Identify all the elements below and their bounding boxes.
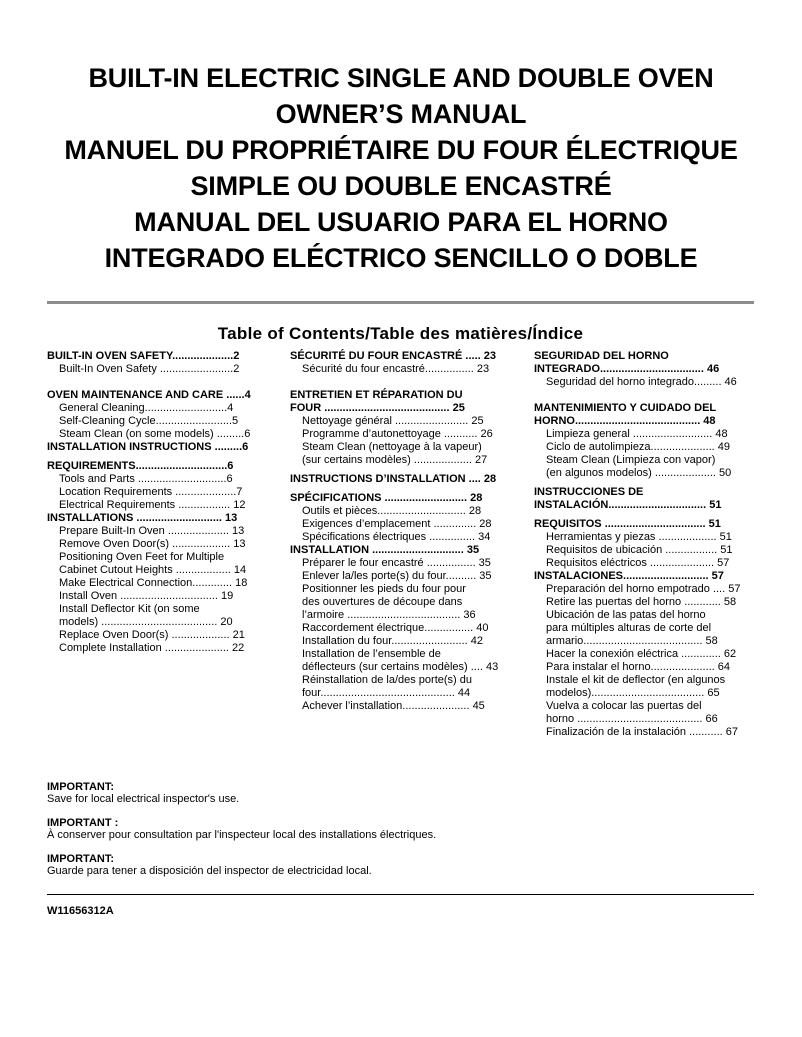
toc-entry[interactable]: Prepare Built-In Oven .................... 13	[59, 525, 245, 537]
toc-entry[interactable]: Réinstallation de la/des porte(s) du	[302, 674, 472, 686]
toc-entry[interactable]: Preparación del horno empotrado .... 57	[546, 583, 741, 595]
toc-entry[interactable]: Spécifications électriques ............... 34	[302, 531, 491, 543]
important-notes	[47, 781, 754, 889]
note-text: Save for local electrical inspector's use.	[47, 793, 240, 805]
footer-divider	[47, 894, 754, 895]
toc-entry[interactable]: Préparer le four encastré ................ 35	[302, 557, 491, 569]
toc-section[interactable]: INSTRUCTIONS D’INSTALLATION .... 28	[290, 473, 497, 485]
toc-entry[interactable]: Instale el kit de deflector (en algunos	[546, 674, 726, 686]
toc-section[interactable]: INSTRUCCIONES DE	[534, 486, 644, 498]
title-line: OWNER’S MANUAL	[275, 99, 527, 129]
toc-section[interactable]: INTEGRADO.................................. 46	[534, 363, 720, 375]
toc-entry[interactable]: Hacer la conexión eléctrica ............. 62	[546, 648, 737, 660]
toc-entry[interactable]: Outils et pièces............................. 28	[302, 505, 482, 517]
note-label: IMPORTANT:	[47, 853, 115, 865]
toc-entry[interactable]: Positionner les pieds du four pour	[302, 583, 466, 595]
note-english	[47, 781, 754, 805]
note-french	[47, 817, 754, 841]
document-number: W11656312A	[47, 905, 114, 917]
toc-entry[interactable]: Requisitos eléctricos ..................... 57	[546, 557, 730, 569]
toc-section[interactable]: INSTALACIONES............................ 57	[534, 570, 724, 582]
toc-entry[interactable]: Programme d’autonettoyage ........... 26	[302, 428, 493, 440]
toc-entry[interactable]: Sécurité du four encastré................ 23	[302, 363, 490, 375]
toc-entry[interactable]: Steam Clean (Limpieza con vapor)	[546, 454, 716, 466]
title-line: SIMPLE OU DOUBLE ENCASTRÉ	[190, 171, 612, 201]
divider	[47, 301, 754, 304]
toc-entry[interactable]: Enlever la/les porte(s) du four.......... 35	[302, 570, 492, 582]
toc-entry[interactable]: Steam Clean (on some models) .........6	[59, 428, 251, 440]
title-line: MANUEL DU PROPRIÉTAIRE DU FOUR ÉLECTRIQUE	[64, 135, 738, 165]
note-text: Guarde para tener a disposición del inspector de electricidad local.	[47, 865, 372, 877]
toc-entry[interactable]: Nettoyage général ........................ 25	[302, 415, 484, 427]
title-line: MANUAL DEL USUARIO PARA EL HORNO	[134, 207, 668, 237]
toc-entry[interactable]: Install Deflector Kit (on some	[59, 603, 200, 615]
toc-entry[interactable]: Requisitos de ubicación ................. 51	[546, 544, 733, 556]
toc-entry[interactable]: Raccordement électrique................ 40	[302, 622, 489, 634]
toc-entry[interactable]: Remove Oven Door(s) ................... 13	[59, 538, 246, 550]
toc-heading: Table of Contents/Table des matières/Índice	[217, 324, 584, 343]
toc-entry[interactable]: Finalización de la instalación ........... 67	[546, 726, 738, 738]
note-label: IMPORTANT:	[47, 781, 115, 793]
toc-entry[interactable]: Self-Cleaning Cycle.........................5	[59, 415, 239, 427]
note-label: IMPORTANT :	[47, 817, 119, 829]
toc-entry[interactable]: Positioning Oven Feet for Multiple	[59, 551, 225, 563]
toc-entry[interactable]: para múltiples alturas de corte del	[546, 622, 712, 634]
toc-entry[interactable]: Exigences d’emplacement .............. 28	[302, 518, 492, 530]
toc-entry[interactable]: four............................................ 44	[302, 687, 471, 699]
note-spanish	[47, 853, 754, 877]
toc-section[interactable]: REQUISITOS ................................. 51	[534, 518, 721, 530]
toc-column-french	[290, 350, 532, 713]
toc-column-english	[47, 350, 287, 655]
toc-entry[interactable]: Ubicación de las patas del horno	[546, 609, 706, 621]
toc-entry[interactable]: models) ...................................... 20	[59, 616, 233, 628]
title-line: BUILT-IN ELECTRIC SINGLE AND DOUBLE OVEN	[88, 63, 714, 93]
toc-entry[interactable]: Make Electrical Connection............. 18	[59, 577, 248, 589]
toc-entry[interactable]: Retire las puertas del horno ............ 58	[546, 596, 737, 608]
toc-entry[interactable]: Cabinet Cutout Heights .................. 14	[59, 564, 247, 576]
toc-entry[interactable]: (sur certains modèles) ................... 27	[302, 454, 488, 466]
toc-column-spanish	[534, 350, 774, 739]
toc-entry[interactable]: General Cleaning...........................4	[59, 402, 234, 414]
toc-entry[interactable]: Para instalar el horno..................... 64	[546, 661, 731, 673]
toc-entry[interactable]: Electrical Requirements ................. 12	[59, 499, 246, 511]
toc-entry[interactable]: Tools and Parts .............................6	[59, 473, 233, 485]
toc-entry[interactable]: modelos)..................................... 65	[546, 687, 720, 699]
toc-section[interactable]: FOUR ......................................... 25	[290, 402, 465, 414]
toc-entry[interactable]: Ciclo de autolimpieza..................... 49	[546, 441, 731, 453]
toc-entry[interactable]: déflecteurs (sur certains modèles) .... 43	[302, 661, 499, 673]
manual-title	[40, 60, 762, 276]
toc-section[interactable]: REQUIREMENTS..............................6	[47, 460, 234, 472]
toc-section[interactable]: SPÉCIFICATIONS ........................... 28	[290, 492, 483, 504]
toc-entry[interactable]: Built-In Oven Safety ........................2	[59, 363, 240, 375]
toc-section[interactable]: INSTALLATIONS ............................ 13	[47, 512, 238, 524]
toc-entry[interactable]: Location Requirements ....................7	[59, 486, 243, 498]
toc-section[interactable]: MANTENIMIENTO Y CUIDADO DEL	[534, 402, 717, 414]
toc-entry[interactable]: Herramientas y piezas ................... 51	[546, 531, 732, 543]
toc-entry[interactable]: (en algunos modelos) .................... 50	[546, 467, 732, 479]
toc-section[interactable]: INSTALLATION .............................. 35	[290, 544, 480, 556]
toc-entry[interactable]: l’armoire ..................................... 36	[302, 609, 476, 621]
toc-entry[interactable]: Installation du four......................... 42	[302, 635, 483, 647]
toc-entry[interactable]: Steam Clean (nettoyage à la vapeur)	[302, 441, 482, 453]
toc-section[interactable]: ENTRETIEN ET RÉPARATION DU	[290, 389, 463, 401]
toc-entry[interactable]: horno ......................................... 66	[546, 713, 718, 725]
toc-entry[interactable]: des ouvertures de découpe dans	[302, 596, 463, 608]
toc-entry[interactable]: Replace Oven Door(s) ................... 21	[59, 629, 245, 641]
toc-entry[interactable]: armario....................................... 58	[546, 635, 718, 647]
toc-section[interactable]: SÉCURITÉ DU FOUR ENCASTRÉ ..... 23	[290, 350, 496, 362]
note-text: À conserver pour consultation par l'inspecteur local des installations électriques.	[47, 829, 437, 841]
toc-section[interactable]: BUILT-IN OVEN SAFETY....................2	[47, 350, 240, 362]
toc-entry[interactable]: Install Oven ................................ 19	[59, 590, 234, 602]
toc-section[interactable]: SEGURIDAD DEL HORNO	[534, 350, 669, 362]
toc-entry[interactable]: Complete Installation ..................... 22	[59, 642, 245, 654]
toc-entry[interactable]: Seguridad del horno integrado......... 46	[546, 376, 737, 388]
toc-section[interactable]: INSTALACIÓN................................ 51	[534, 499, 722, 511]
toc-section[interactable]: INSTALLATION INSTRUCTIONS .........6	[47, 441, 249, 453]
toc-entry[interactable]: Achever l’installation...................... 45	[302, 700, 485, 712]
toc-section[interactable]: HORNO......................................... 48	[534, 415, 716, 427]
toc-entry[interactable]: Limpieza general .......................... 48	[546, 428, 728, 440]
title-line: INTEGRADO ELÉCTRICO SENCILLO O DOBLE	[104, 243, 698, 273]
toc-entry[interactable]: Vuelva a colocar las puertas del	[546, 700, 702, 712]
toc-entry[interactable]: Installation de l’ensemble de	[302, 648, 441, 660]
toc-section[interactable]: OVEN MAINTENANCE AND CARE ......4	[47, 389, 251, 401]
